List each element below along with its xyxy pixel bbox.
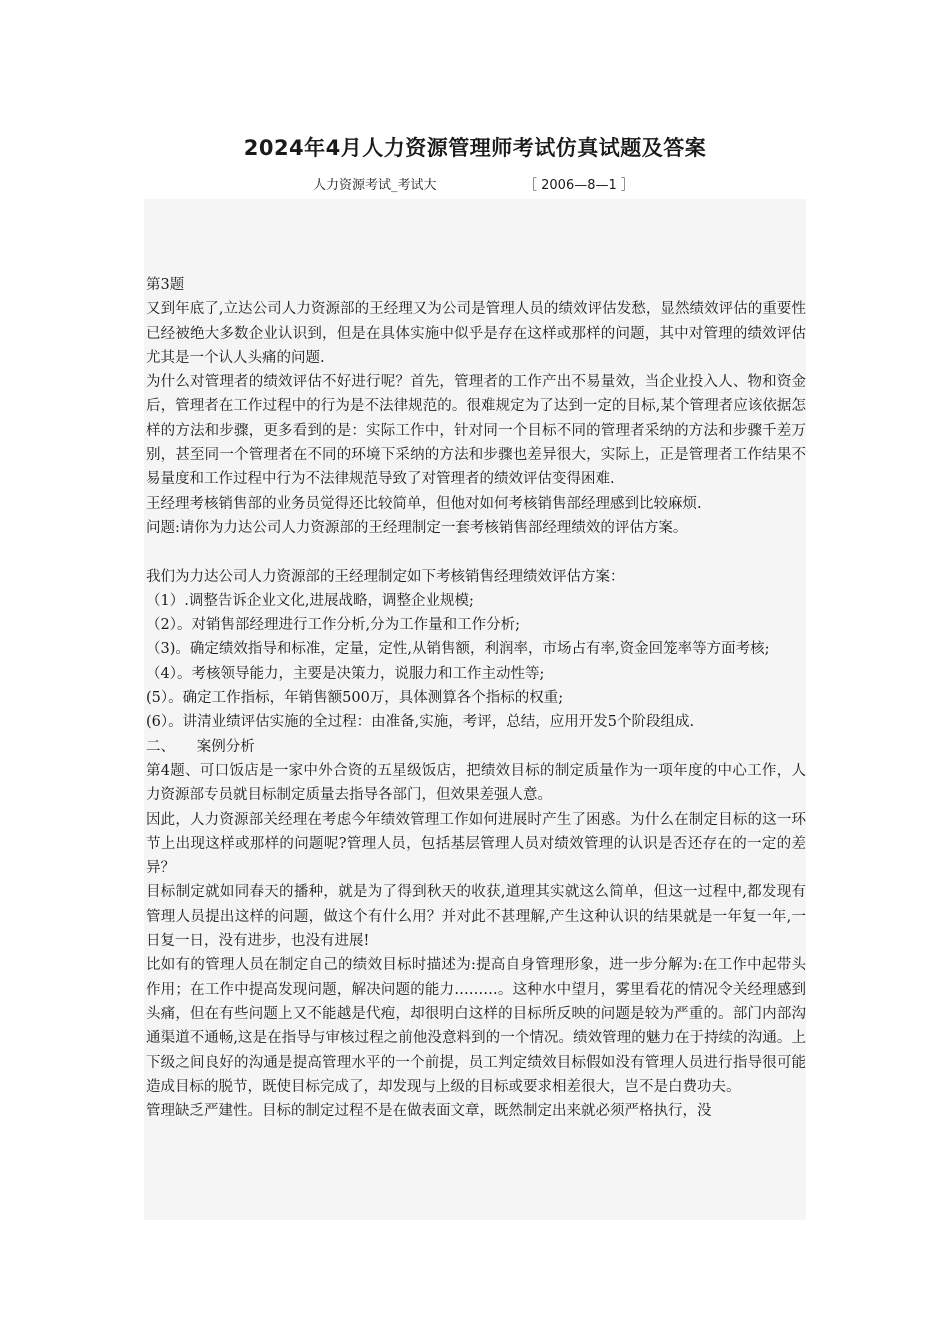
paragraph: 王经理考核销售部的业务员觉得还比较简单，但他对如何考核销售部经理感到比较麻烦. bbox=[146, 495, 702, 512]
blank-line bbox=[146, 540, 806, 564]
byline bbox=[0, 176, 950, 198]
article-text bbox=[146, 273, 806, 1123]
paragraph: 管理缺乏严建性。目标的制定过程不是在做表面文章，既然制定出来就必须严格执行，没 bbox=[146, 1103, 712, 1120]
answer-intro: 我们为力达公司人力资源部的王经理制定如下考核销售经理绩效评估方案： bbox=[146, 568, 625, 585]
section-heading: 二、 案例分析 bbox=[146, 738, 255, 755]
paragraph: 又到年底了,立达公司人力资源部的王经理又为公司是管理人员的绩效评估发愁，显然绩效评估的重要性已经被绝大多数企业认识到，但是在具体实施中似乎是存在这样或那样的问题，其中对管理的绩效评估尤其是一个认人头痛的问题. bbox=[146, 301, 806, 366]
answer-item: (5）。确定工作指标，年销售额500万，具体测算各个指标的权重; bbox=[146, 690, 564, 707]
page-title: 2024年4月人力资源管理师考试仿真试题及答案 bbox=[243, 136, 707, 160]
paragraph: 为什么对管理者的绩效评估不好进行呢？首先，管理者的工作产出不易量效，当企业投入人、物和资金后，管理者在工作过程中的行为是不法律规范的。很难规定为了达到一定的目标,某个管理者应该依据怎样的方法和步骤，更多看到的是：实际工作中，针对同一个目标不同的管理者采纳的方法和步骤千差万别，甚至同一个管理者在不同的环境下采纳的方法和步骤也差异很大，实际上，正是管理者工作结果不易量度和工作过程中行为不法律规范导致了对管理者的绩效评估变得困难. bbox=[146, 374, 806, 488]
answer-item: （4）。考核领导能力，主要是决策力，说服力和工作主动性等; bbox=[146, 665, 545, 682]
answer-item: (6）。讲清业绩评估实施的全过程：由准备,实施，考评，总结，应用开发5个阶段组成. bbox=[146, 714, 695, 731]
answer-item: （1）.调整告诉企业文化,进展战略，调整企业规模; bbox=[146, 592, 474, 609]
article-body bbox=[144, 199, 806, 1220]
paragraph: 比如有的管理人员在制定自己的绩效目标时描述为:提高自身管理形象，进一步分解为:在工作中起带头作用；在工作中提高发现问题，解决问题的能力………。这种水中望月，雾里看花的情况令关经理感到头痛，但在有些问题上又不能越是代疱，却很明白这样的目标所反映的问题是较为严重的。部门内部沟通渠道不通畅,这是在指导与审核过程之前他没意料到的一个情况。绩效管理的魅力在于持续的沟通。上下级之间良好的沟通是提高管理水平的一个前提，员工判定绩效目标假如没有管理人员进行指导很可能造成目标的脱节，既使目标完成了，却发现与上级的目标或要求相差很大，岂不是白费功夫。 bbox=[146, 957, 806, 1095]
article-date: ［ 2006—8—1 ］ bbox=[524, 178, 634, 193]
paragraph: 目标制定就如同春天的播种，就是为了得到秋天的收获,道理其实就这么简单，但这一过程中,都发现有管理人员提出这样的问题，做这个有什么用？并对此不甚理解,产生这种认识的结果就是一年复一年,一日复一日，没有进步，也没有进展! bbox=[146, 884, 806, 950]
question-heading: 第3题 bbox=[146, 277, 185, 293]
question-heading: 第4题、可口饭店是一家中外合资的五星级饭店，把绩效目标的制定质量作为一项年度的中心工作，人力资源部专员就目标制定质量去指导各部门，但效果差强人意。 bbox=[146, 762, 806, 804]
paragraph: 因此，人力资源部关经理在考虑今年绩效管理工作如何进展时产生了困惑。为什么在制定目标的这一环节上出现这样或那样的问题呢?管理人员，包括基层管理人员对绩效管理的认识是否还存在的一定的差异？ bbox=[146, 811, 806, 877]
answer-item: （2）。对销售部经理进行工作分析,分为工作量和工作分析; bbox=[146, 617, 520, 634]
question-prompt: 问题:请你为力达公司人力资源部的王经理制定一套考核销售部经理绩效的评估方案。 bbox=[146, 519, 688, 536]
answer-item: （3)。确定绩效指导和标准，定量，定性,从销售额，利润率，市场占有率,资金回笼率等方面考核; bbox=[146, 641, 770, 658]
article-source[interactable]: 人力资源考试_考试大 bbox=[313, 178, 437, 193]
